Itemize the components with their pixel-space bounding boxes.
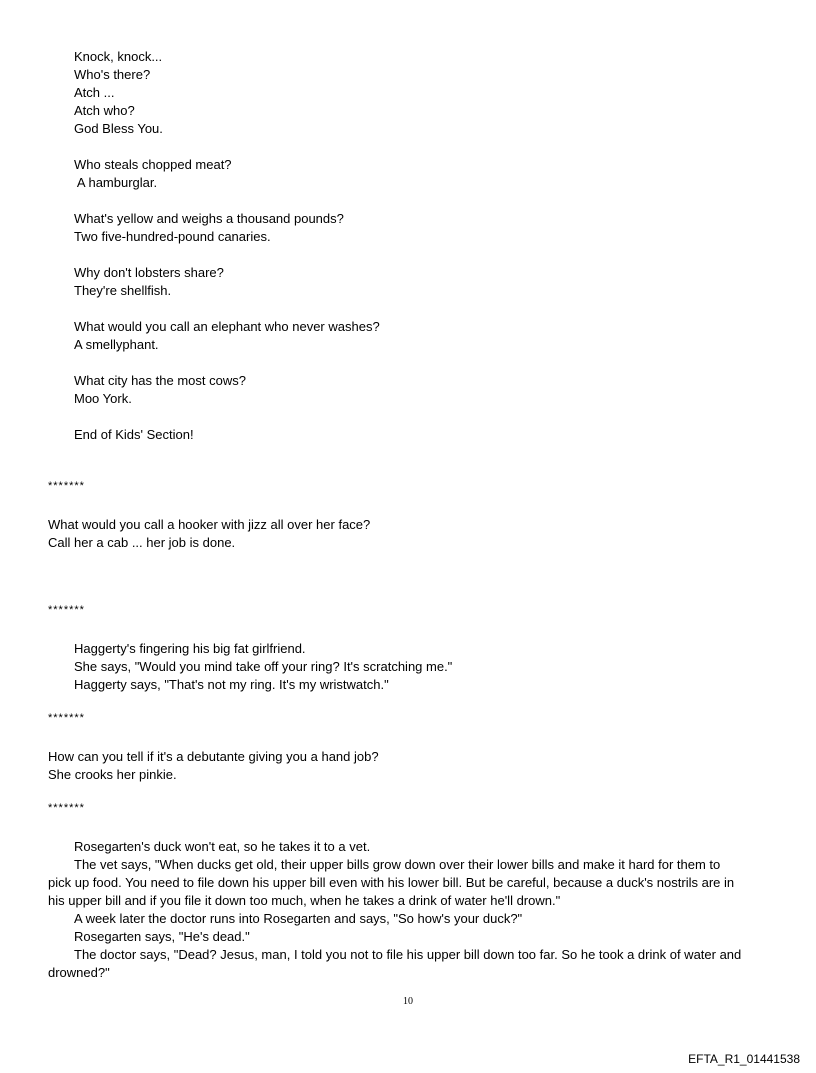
- joke-line: How can you tell if it's a debutante giving you a hand job?: [48, 749, 379, 764]
- joke-line: A week later the doctor runs into Rosegarten and says, "So how's your duck?": [74, 911, 523, 926]
- joke-line: What city has the most cows?: [74, 373, 246, 388]
- joke-line: his upper bill and if you file it down too much, when he takes a drink of water he'll drown.": [48, 893, 561, 908]
- joke-line: Call her a cab ... her job is done.: [48, 535, 236, 550]
- joke-line: drowned?": [48, 965, 110, 980]
- joke-line: She says, "Would you mind take off your ring? It's scratching me.": [74, 659, 453, 674]
- joke-line: pick up food. You need to file down his upper bill even with his lower bill. But be careful, because a duck's nostrils are in: [48, 875, 735, 890]
- section-end: End of Kids' Section!: [74, 427, 194, 442]
- joke-line: Two five-hundred-pound canaries.: [74, 229, 271, 244]
- joke-line: The doctor says, "Dead? Jesus, man, I told you not to file his upper bill down too far. So he took a drink of water and: [74, 947, 742, 962]
- joke-line: Knock, knock...: [74, 49, 163, 64]
- joke-line: Why don't lobsters share?: [74, 265, 224, 280]
- joke-line: What would you call a hooker with jizz all over her face?: [48, 517, 371, 532]
- page-number: 10: [403, 996, 413, 1007]
- joke-line: Rosegarten says, "He's dead.": [74, 929, 250, 944]
- joke-line: Atch who?: [74, 103, 135, 118]
- joke-line: A hamburglar.: [74, 175, 158, 190]
- joke-line: The vet says, "When ducks get old, their upper bills grow down over their lower bills and make it hard for them to: [74, 857, 721, 872]
- joke-line: Rosegarten's duck won't eat, so he takes it to a vet.: [74, 839, 371, 854]
- joke-line: Moo York.: [74, 391, 132, 406]
- joke-line: God Bless You.: [74, 121, 163, 136]
- separator: *******: [48, 712, 85, 724]
- document-id: EFTA_R1_01441538: [688, 1052, 800, 1066]
- joke-line: They're shellfish.: [74, 283, 172, 298]
- joke-line: What's yellow and weighs a thousand pounds?: [74, 211, 344, 226]
- separator: *******: [48, 480, 85, 492]
- joke-line: Haggerty's fingering his big fat girlfriend.: [74, 641, 306, 656]
- joke-line: She crooks her pinkie.: [48, 767, 177, 782]
- joke-line: What would you call an elephant who never washes?: [74, 319, 380, 334]
- joke-line: Haggerty says, "That's not my ring. It's my wristwatch.": [74, 677, 389, 692]
- joke-line: Who steals chopped meat?: [74, 157, 232, 172]
- joke-line: A smellyphant.: [74, 337, 159, 352]
- separator: *******: [48, 802, 85, 814]
- joke-line: Who's there?: [74, 67, 151, 82]
- joke-line: Atch ...: [74, 85, 115, 100]
- separator: *******: [48, 604, 85, 616]
